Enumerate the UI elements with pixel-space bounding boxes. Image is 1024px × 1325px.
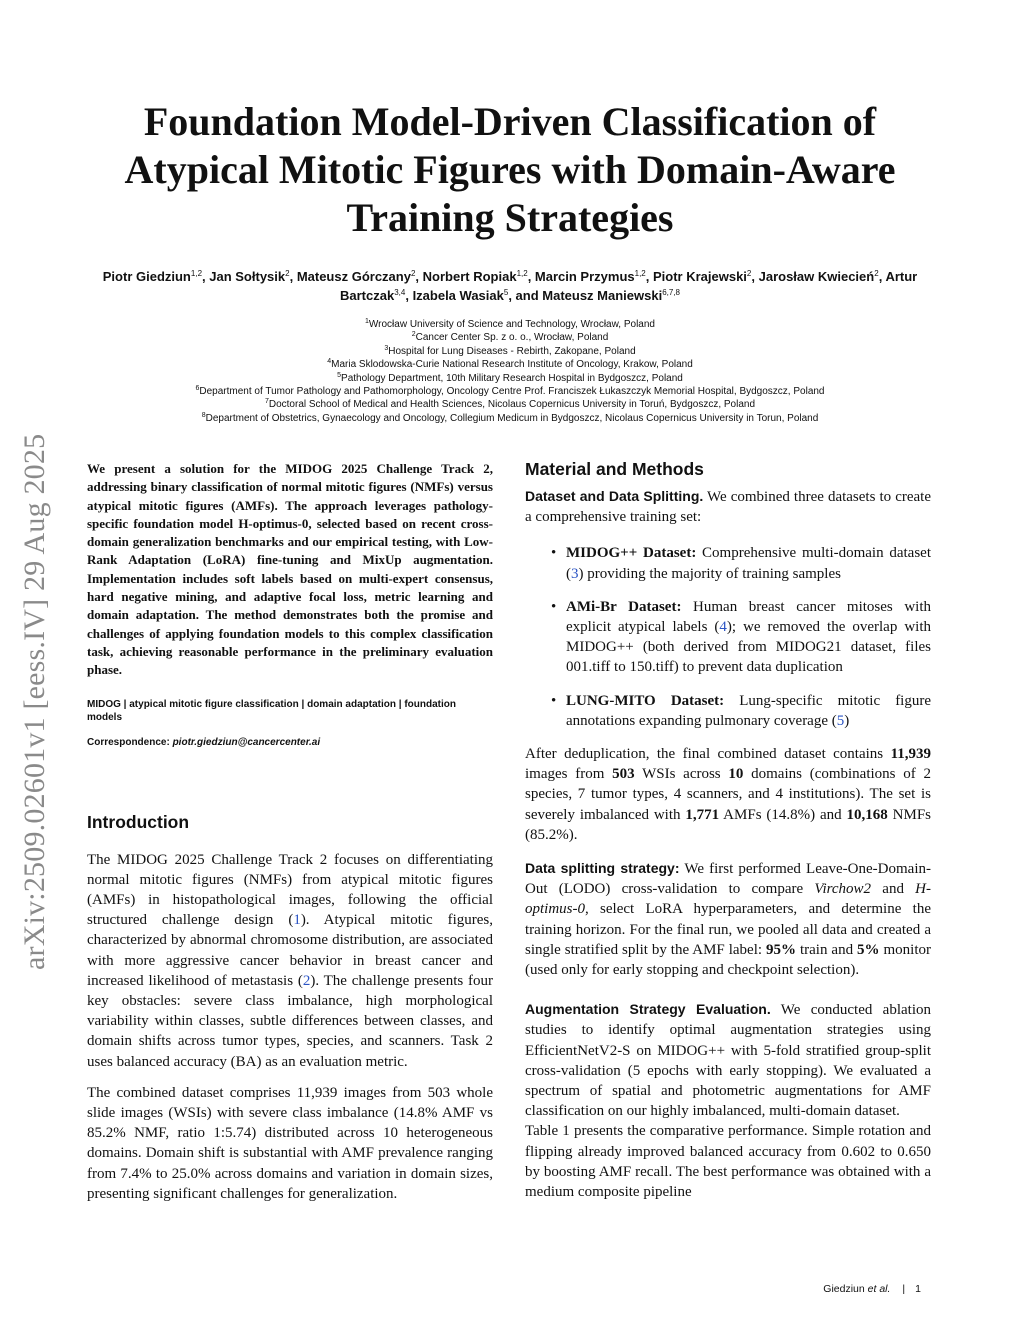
author-affiliation-mark: 2 [746, 269, 752, 278]
bullet-icon: • [551, 545, 557, 562]
augmentation-subheading: Augmentation Strategy Evaluation. [525, 1001, 771, 1018]
author-name: Piotr Krajewski [652, 269, 747, 284]
affiliation-line [100, 398, 920, 411]
augmentation-text: We conducted ablation studies to identify optimal augmentation strategies using EfficientNetV2-S on MIDOG++ with 5-fold stratified group-split cross-validation (5 epochs with early stopping). We evaluated a spectrum of spatial and photometric augmentations for AMF classification on our highly imbalanced, multi-domain dataset. [525, 1002, 931, 1120]
intro-p1-text-a: The MIDOG 2025 Challenge Track 2 focuses on differentiating normal mitotic figures (NMFs) from atypical mitotic figures (AMFs) in histopathological images, following the official structured challenge design ( [87, 851, 493, 929]
author-affiliation-mark: 1,2 [190, 269, 203, 278]
page-number: 1 [915, 1283, 921, 1295]
dataset-desc-b: ) providing the majority of training samples [578, 565, 841, 582]
left-column [87, 458, 493, 1204]
affiliation-number: 2 [411, 331, 416, 339]
author-affiliation-mark: 1,2 [634, 269, 646, 278]
affiliation-number: 4 [327, 358, 332, 366]
methods-heading: Material and Methods [525, 459, 704, 479]
dataset-subheading: Dataset and Data Splitting. [525, 488, 704, 504]
author-affiliation-mark: 2 [874, 269, 879, 278]
affiliation-line [100, 412, 920, 425]
dataset-name: AMi-Br Dataset: [566, 598, 682, 615]
text-span: train and [796, 941, 858, 958]
split-paragraph [525, 858, 931, 980]
author-affiliation-mark: 2 [410, 269, 416, 278]
text-span: NMFs (85.2%). [525, 806, 931, 843]
author-name: Artur Bartczak [340, 269, 918, 303]
intro-p1-text-c: ). The challenge presents four key obstacles: severe class imbalance, high morphological variability within classes, subtle differences between classes, and domain shifts across tumor types, species, and scanners. Task 2 uses balanced accuracy (BA) as an evaluation metric. [87, 972, 494, 1070]
affiliation-text: Department of Obstetrics, Gynaecology and Oncology, Collegium Medicum in Bydgoszcz, Nicolaus Copernicus University in Torun, Poland [205, 412, 819, 424]
table-reference-paragraph: Table 1 presents the comparative performance. Simple rotation and flipping already improved balanced accuracy from 0.602 to 0.650 by boosting AMF recall. The best performance was obtained with a medium composite pipeline [525, 1123, 931, 1201]
citation-link[interactable]: 4 [719, 619, 727, 636]
text-span: WSIs across [634, 766, 729, 783]
citation-link[interactable]: 2 [302, 972, 311, 989]
dataset-paragraph [525, 486, 931, 527]
correspondence-email[interactable]: piotr.giedziun@cancercenter.ai [172, 736, 321, 748]
text-span: , select LoRA hyperparameters, and determine the training horizon. For the final run, we pooled all data and created a single stratified split by the AMF label: [525, 901, 931, 958]
dataset-desc-a: Lung-specific mitotic figure annotations expanding pulmonary coverage ( [566, 692, 932, 729]
affiliation-list [100, 318, 920, 425]
affiliation-number: 6 [195, 385, 200, 393]
affiliation-number: 1 [365, 318, 369, 325]
affiliation-line [100, 372, 920, 385]
dataset-desc-b: ); we removed the overlap with MIDOG++ (both derived from MIDOG21 dataset, files 001.tiff to 150.tiff) to prevent data duplication [566, 619, 931, 676]
author-affiliation-mark: 2 [285, 269, 290, 278]
affiliation-line [100, 385, 920, 398]
correspondence-label: Correspondence: [87, 736, 170, 748]
text-span: After deduplication, the final combined dataset contains [525, 746, 891, 763]
footer-author: Giedziun [823, 1283, 865, 1295]
author-affiliation-mark: 6,7,8 [662, 288, 680, 297]
author-name: Marcin Przymus [534, 269, 635, 284]
stat-value: 11,939 [890, 746, 931, 763]
author-name: Mateusz Maniewski [542, 288, 663, 303]
stat-value: 5% [857, 941, 880, 958]
author-name: Jan Sołtysik [209, 269, 286, 284]
text-span: domains (combinations of 2 species, 7 tumor types, 4 scanners, and 4 institutions). The set is severely imbalanced with [525, 766, 931, 823]
intro-paragraph-1 [87, 850, 493, 1072]
author-name: Mateusz Górczany [296, 269, 411, 284]
list-item [525, 597, 931, 678]
affiliation-number: 8 [201, 411, 206, 419]
stat-value: 503 [612, 766, 635, 783]
abstract: We present a solution for the MIDOG 2025 Challenge Track 2, addressing binary classification of normal mitotic figures (NMFs) versus atypical mitotic figures (AMFs). The approach leverages pathology-specific foundation model H-optimus-0, selected based on recent cross-domain generalization benchmarks and our empirical testing, with Low-Rank Adaptation (LoRA) fine-tuning and MixUp augmentation. Implementation includes soft labels based on multi-expert consensus, hard negative mining, and adaptive focal loss, metric learning and domain adaptation. The method demonstrates both the promise and challenges of applying foundation models to this complex classification task, achieving reasonable performance in the preliminary evaluation phase. [87, 461, 493, 678]
affiliation-line [100, 318, 920, 331]
affiliation-text: Hospital for Lung Diseases - Rebirth, Zakopane, Poland [388, 345, 636, 357]
affiliation-number: 7 [264, 398, 269, 406]
bullet-icon: • [551, 598, 557, 615]
paper-title: Foundation Model-Driven Classification of Atypical Mitotic Figures with Domain-Aware Training Strategies [124, 99, 896, 240]
stat-value: 10 [728, 766, 744, 783]
keywords: MIDOG | atypical mitotic figure classification | domain adaptation | foundation models [87, 698, 456, 723]
footer-etal: et al. [867, 1283, 891, 1295]
affiliation-line [100, 358, 920, 371]
text-span: and [871, 881, 916, 898]
split-subheading: Data splitting strategy: [525, 860, 680, 877]
intro-p1-text-b: ). Atypical mitotic figures, characterized by abnormal chromosome distribution, are associated with more aggressive cancer behavior in breast cancer and increased likelihood of metastasis ( [87, 912, 493, 989]
author-affiliation-mark: 5 [503, 288, 509, 297]
affiliation-line [100, 331, 920, 344]
footer-separator: | [902, 1283, 906, 1295]
introduction-heading: Introduction [87, 811, 190, 832]
affiliation-text: Pathology Department, 10th Military Research Hospital in Bydgoszcz, Poland [341, 372, 683, 384]
affiliation-text: Doctoral School of Medical and Health Sciences, Nicolaus Copernicus University in Toruń, Bydgoszcz, Poland [268, 399, 756, 411]
list-item [525, 543, 931, 583]
author-affiliation-mark: 1,2 [516, 269, 528, 278]
stat-value: 10,168 [846, 806, 888, 823]
affiliation-number: 5 [337, 371, 342, 379]
dataset-list [525, 543, 931, 731]
affiliation-text: Maria Sklodowska-Curie National Research Institute of Oncology, Krakow, Poland [331, 359, 693, 371]
citation-link[interactable]: 1 [293, 912, 301, 929]
dataset-desc-a: Human breast cancer mitoses with explicit atypical labels ( [566, 598, 931, 636]
affiliation-text: Wrocław University of Science and Technology, Wrocław, Poland [368, 319, 655, 330]
author-name: Piotr Giedziun [102, 269, 191, 284]
intro-paragraph-2: The combined dataset comprises 11,939 images from 503 whole slide images (WSIs) with severe class imbalance (14.8% AMF vs 85.2% NMF, ratio 1:5.74) distributed across 10 heterogeneous domains. Domain shift is substantial with AMF prevalence ranging from 7.4% to 25.0% across domains and variation in domain sizes, presenting significant challenges for generalization. [87, 1084, 493, 1202]
citation-link[interactable]: 5 [836, 712, 845, 729]
correspondence [87, 736, 493, 749]
right-column [525, 458, 931, 1202]
list-item [525, 691, 931, 731]
augmentation-paragraph [525, 999, 931, 1121]
affiliation-line [100, 345, 920, 358]
stat-value: 95% [766, 941, 797, 958]
arxiv-stamp: arXiv:2509.02601v1 [eess.IV] 29 Aug 2025 [18, 433, 51, 970]
author-name: Norbert Ropiak [422, 269, 517, 284]
bullet-icon: • [551, 692, 557, 709]
dataset-name: LUNG-MITO Dataset: [566, 692, 725, 709]
author-name: Jarosław Kwiecień [758, 269, 875, 284]
dataset-text: We combined three datasets to create a comprehensive training set: [525, 489, 931, 526]
dataset-desc-b: ) [844, 712, 850, 729]
text-span: We first performed Leave-One-Domain-Out (LODO) cross-validation to compare [525, 861, 931, 898]
author-name: Izabela Wasiak [412, 288, 504, 303]
stat-value: 1,771 [685, 806, 720, 823]
author-affiliation-mark: 3,4 [394, 288, 406, 297]
dedup-paragraph [525, 744, 931, 845]
author-list: Piotr Giedziun$^{1,2}$, Jan Sołtysik$^2$, Mateusz Górczany$^2$, Norbert Ropiak$^{1,2}$, Marcin Przymus$^{1,2}$, Piotr Krajewski$^2$, Jarosław Kwiecień$^2$, Artur Bartczak$^{3,4}$, Izabela Wasiak$^5$, and Mateusz Maniewski$^{6,7,8}$ [102, 269, 918, 303]
text-span: monitor (used only for early stopping and checkpoint selection). [525, 941, 932, 979]
affiliation-number: 3 [384, 344, 389, 352]
citation-link[interactable]: 3 [571, 565, 579, 582]
page-footer [823, 1283, 921, 1295]
text-span: images from [525, 766, 613, 783]
dataset-desc-a: Comprehensive multi-domain dataset ( [566, 545, 931, 582]
affiliation-text: Department of Tumor Pathology and Pathomorphology, Oncology Centre Prof. Franciszek Łukaszczyk Memorial Hospital, Bydgoszcz, Poland [199, 386, 825, 398]
text-span: AMFs (14.8%) and [719, 806, 847, 823]
dataset-name: MIDOG++ Dataset: [566, 545, 697, 562]
model-name: Virchow2 [814, 881, 872, 898]
model-name: H-optimus-0 [525, 881, 931, 918]
affiliation-text: Cancer Center Sp. z o. o., Wrocław, Poland [415, 332, 609, 344]
